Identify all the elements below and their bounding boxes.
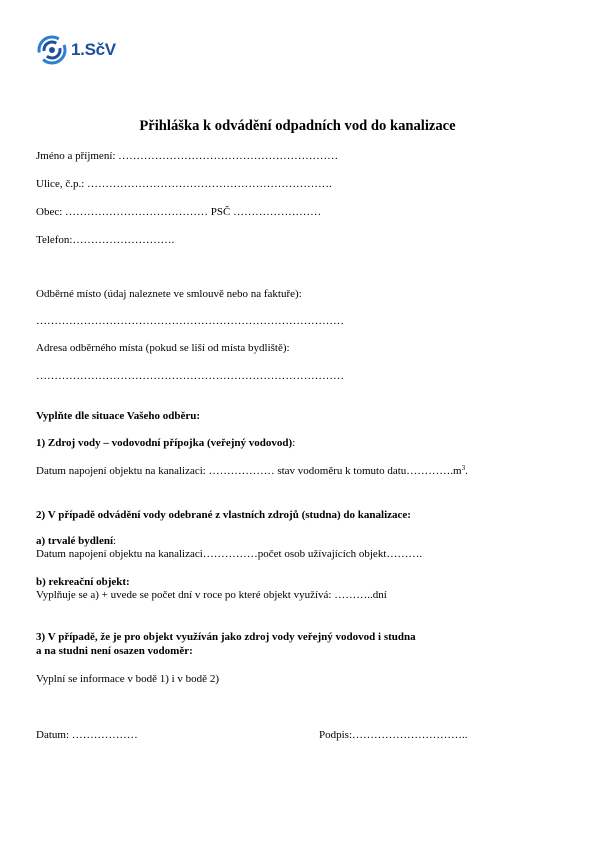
date-field: Datum: ……………… [36, 729, 138, 741]
logo-swirl-icon [37, 35, 67, 65]
street-field: Ulice, č.p.: …………………………………………………………. [36, 178, 332, 190]
section-1-end: . [465, 465, 468, 477]
section-1-colon: : [292, 437, 296, 449]
section-1-text [36, 465, 468, 478]
phone-field: Telefon:………………………. [36, 234, 175, 246]
section-3-text: Vyplní se informace v bodě 1) i v bodě 2) [36, 673, 219, 685]
section-2b-heading: b) rekreační objekt: [36, 576, 130, 588]
signature-field: Podpis:………………………….. [319, 729, 468, 741]
adresa-label: Adresa odběrného místa (pokud se liší od místa bydliště): [36, 342, 290, 354]
odberne-misto-dots: ………………………………………………………………………… [36, 315, 344, 327]
section-2b-text: Vyplňuje se a) + uvede se počet dní v roce po které objekt využívá: ………..dní [36, 589, 387, 601]
page-title: Přihláška k odvádění odpadních vod do kanalizace [139, 118, 456, 134]
section-2a-colon: : [113, 535, 117, 547]
section-2-heading: 2) V případě odvádění vody odebrané z vlastních zdrojů (studna) do kanalizace: [36, 509, 411, 521]
instruction-heading: Vyplňte dle situace Vašeho odběru: [36, 410, 201, 422]
section-2a-heading [36, 535, 116, 548]
section-1-title: 1) Zdroj vody – vodovodní přípojka (veřejný vodovod) [36, 437, 293, 449]
section-1-body: Datum napojení objektu na kanalizaci: ……………… stav vodoměru k tomuto datu………….m [36, 465, 462, 477]
section-3-heading-1: 3) V případě, že je pro objekt využíván jako zdroj vody veřejný vodovod i studna [36, 631, 416, 643]
city-field: Obec: ………………………………… PSČ …………………… [36, 206, 322, 218]
section-2a-title: a) trvalé bydlení [36, 535, 113, 547]
name-field: Jméno a příjmení: …………………………………………………… [36, 150, 339, 162]
section-1-heading [36, 437, 295, 450]
cubic-exponent: 3 [461, 464, 466, 472]
odberne-misto-label: Odběrné místo (údaj naleznete ve smlouvě nebo na faktuře): [36, 288, 302, 300]
adresa-dots: ………………………………………………………………………… [36, 370, 344, 382]
section-2a-text: Datum napojení objektu na kanalizaci……………počet osob užívajících objekt………. [36, 548, 423, 560]
company-logo [37, 35, 116, 65]
section-3-heading-2: a na studni není osazen vodoměr: [36, 645, 193, 657]
logo-text: 1.SčV [71, 40, 116, 59]
